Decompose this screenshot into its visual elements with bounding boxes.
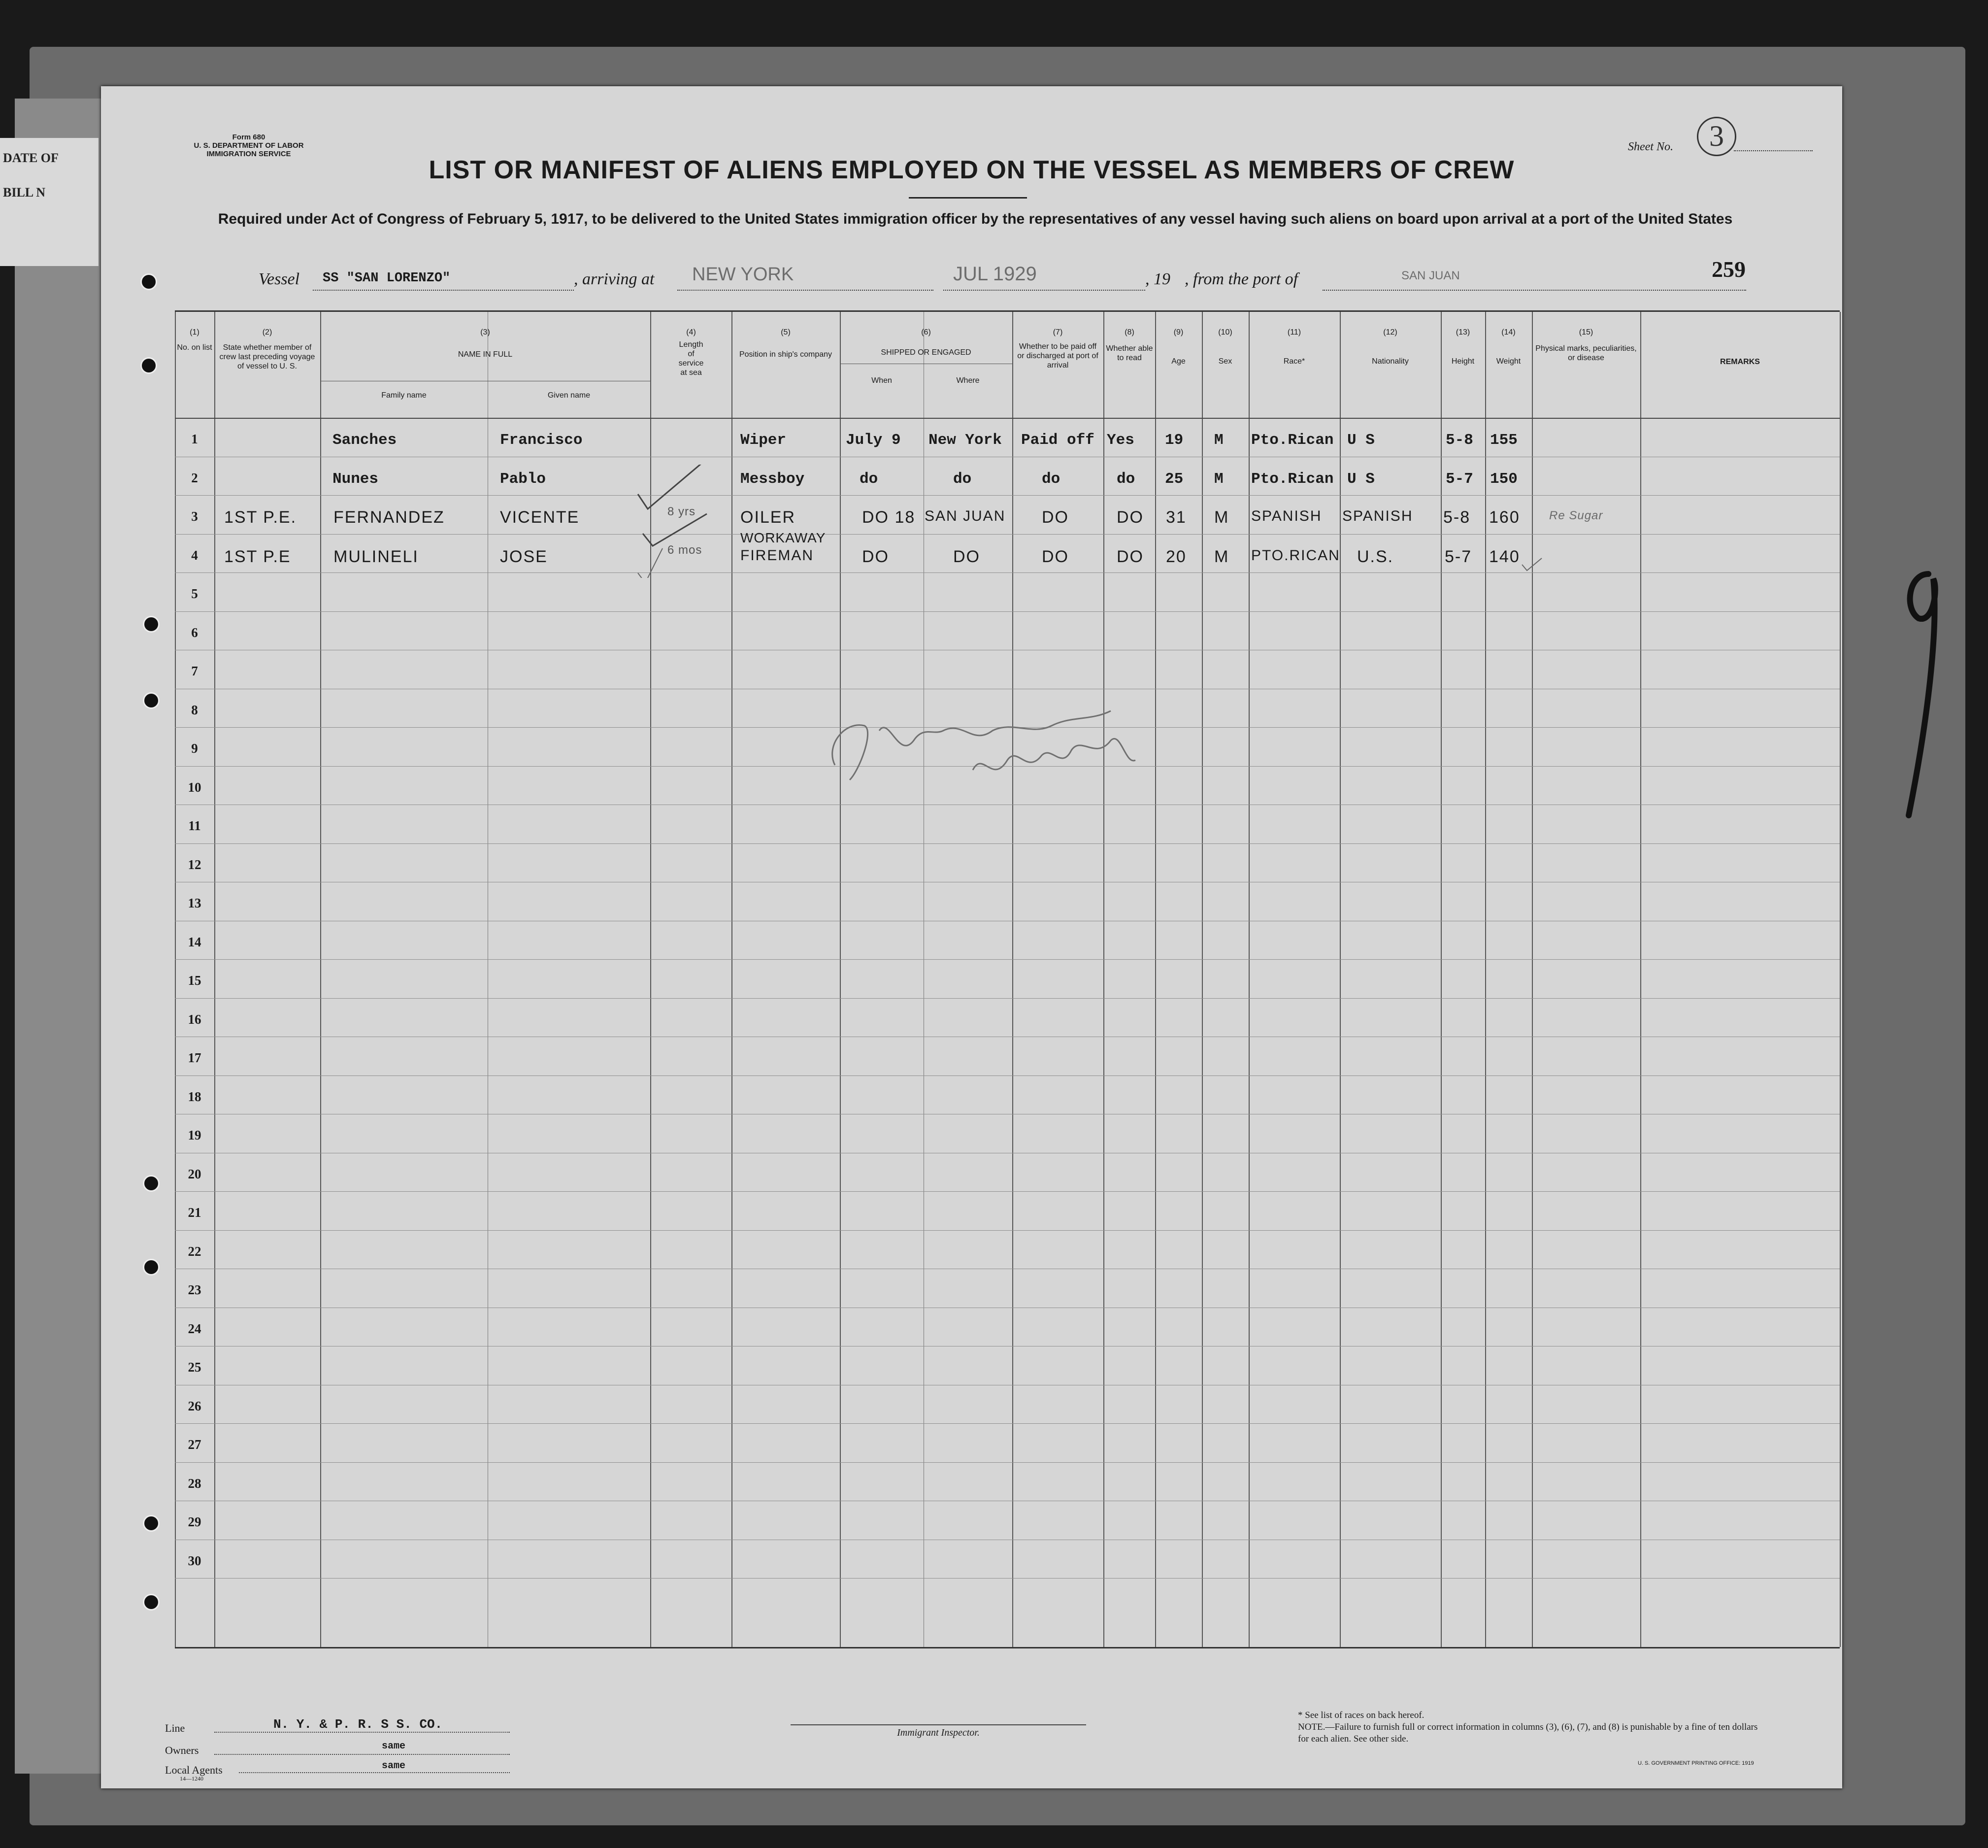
service-length-cell: 6 mos <box>667 543 702 557</box>
weight-cell: 140 <box>1489 547 1520 566</box>
shipped-where-cell: do <box>953 470 972 488</box>
race-note: * See list of races on back hereof. <box>1298 1710 1425 1720</box>
crew-table <box>175 310 1840 1648</box>
printing-office-mark: U. S. GOVERNMENT PRINTING OFFICE: 1919 <box>1638 1760 1754 1766</box>
row-number: 10 <box>188 779 201 795</box>
row-line <box>175 1230 1840 1231</box>
row-number: 13 <box>188 896 201 910</box>
position-cell: FIREMAN <box>740 547 814 564</box>
nationality-cell: U S <box>1347 470 1375 488</box>
col-7-header: (7) Whether to be paid off or discharged at port of arrival <box>1017 328 1098 370</box>
row-number: 18 <box>188 1089 201 1104</box>
punch-hole <box>140 273 157 290</box>
from-port-fill-line <box>1323 290 1746 291</box>
row-number: 25 <box>188 1360 201 1375</box>
nationality-cell: U.S. <box>1357 547 1394 566</box>
footer-notes <box>1298 1710 1766 1745</box>
race-cell: Pto.Rican <box>1251 432 1334 449</box>
line-value: N. Y. & P. R. S S. CO. <box>273 1717 443 1732</box>
paid-off-cell: do <box>1042 470 1060 488</box>
given-name-header: Given name <box>547 391 591 400</box>
row-number: 6 <box>191 625 198 640</box>
row-number: 26 <box>188 1398 201 1413</box>
sheet-number: 3 <box>1697 117 1736 156</box>
able-to-read-cell: do <box>1117 470 1135 488</box>
title-rule <box>909 197 1027 199</box>
paid-off-cell: DO <box>1042 547 1069 566</box>
col-9-header: (9) Age <box>1171 328 1186 366</box>
punch-hole <box>143 1594 160 1611</box>
age-cell: 25 <box>1165 470 1184 488</box>
row-number: 21 <box>188 1205 201 1220</box>
sex-cell: M <box>1214 470 1224 488</box>
given-name-cell: JOSE <box>500 547 548 566</box>
print-code: 14—1240 <box>180 1775 203 1782</box>
race-cell: Pto.Rican <box>1251 470 1334 488</box>
family-name-header: Family name <box>381 391 427 400</box>
service-length-cell: 8 yrs <box>667 505 696 518</box>
sheet-number-line <box>1734 150 1813 151</box>
row-number: 1 <box>191 432 198 446</box>
family-name-cell: Sanches <box>332 432 397 449</box>
vessel-label: Vessel <box>259 270 300 288</box>
shipped-where-header: Where <box>956 376 980 385</box>
punch-hole <box>143 1259 160 1276</box>
service-name: IMMIGRATION SERVICE <box>206 150 291 158</box>
row-line <box>175 959 1840 960</box>
shipped-when-header: When <box>871 376 892 385</box>
col-12-header: (12) Nationality <box>1372 328 1409 366</box>
row-number: 9 <box>191 741 198 756</box>
sex-cell: M <box>1214 432 1224 449</box>
row-number: 17 <box>188 1050 201 1065</box>
row-number: 16 <box>188 1011 201 1027</box>
paid-off-cell: Paid off <box>1021 432 1094 449</box>
page-subtitle: Required under Act of Congress of February 5, 1917, to be delivered to the United States immigration officer by the representatives of any vessel having such aliens on board upon arrival at a port of the United States <box>218 211 1733 227</box>
physical-marks-cell: Re Sugar <box>1549 509 1603 522</box>
date-stamp: JUL 1929 <box>953 263 1037 285</box>
arriving-fill-line <box>677 290 933 291</box>
height-cell: 5-7 <box>1445 547 1472 566</box>
position-cell: Messboy <box>740 470 805 488</box>
nationality-cell: SPANISH <box>1342 508 1413 524</box>
family-name-cell: FERNANDEZ <box>333 508 445 527</box>
col-6-header: (6) SHIPPED OR ENGAGED <box>881 328 971 357</box>
col-15-header: (15) Physical marks, peculiarities, or disease <box>1535 328 1637 362</box>
age-cell: 31 <box>1166 508 1187 527</box>
height-cell: 5-8 <box>1443 508 1471 527</box>
col-4-header: (4) Length of service at sea <box>678 328 704 377</box>
height-cell: 5-7 <box>1446 470 1473 488</box>
able-to-read-cell: DO <box>1117 547 1144 566</box>
family-name-cell: Nunes <box>332 470 379 488</box>
shipped-when-cell: do <box>860 470 878 488</box>
col-8-header: (8) Whether able to read <box>1106 328 1153 362</box>
paid-off-cell: DO <box>1042 508 1069 527</box>
punch-hole <box>143 616 160 633</box>
serial-number: 259 <box>1712 257 1746 282</box>
row-number: 8 <box>191 702 198 717</box>
col-11-header: (11) Race* <box>1283 328 1305 366</box>
form-number: Form 680 <box>232 133 265 141</box>
row-line <box>175 572 1840 573</box>
previous-voyage-cell: 1ST P.E. <box>224 508 297 527</box>
position-cell: Wiper <box>740 432 787 449</box>
row-number: 27 <box>188 1437 201 1452</box>
row-number: 4 <box>191 547 198 563</box>
col-2-header: (2) State whether member of crew last preceding voyage of vessel to U. S. <box>219 328 315 370</box>
age-cell: 19 <box>1165 432 1184 449</box>
weight-cell: 160 <box>1489 508 1520 527</box>
row-number: 2 <box>191 470 198 485</box>
punch-hole <box>143 1515 160 1532</box>
local-agents-value: same <box>382 1760 406 1772</box>
inspector-signature-icon <box>805 686 1190 800</box>
given-name-cell: Francisco <box>500 432 583 449</box>
year-label: , 19 <box>1145 270 1170 288</box>
owners-value: same <box>382 1741 406 1752</box>
shipped-where-cell: SAN JUAN <box>925 508 1006 524</box>
department-name: U. S. DEPARTMENT OF LABOR <box>194 141 304 150</box>
form-identifier <box>175 133 323 158</box>
position-line1-cell: WORKAWAY <box>740 530 826 545</box>
height-cell: 5-8 <box>1446 432 1473 449</box>
punch-hole <box>140 357 157 374</box>
punch-hole <box>143 1175 160 1192</box>
given-name-cell: VICENTE <box>500 508 580 527</box>
from-port: SAN JUAN <box>1401 269 1460 282</box>
row-number: 24 <box>188 1321 201 1336</box>
from-port-label: , from the port of <box>1185 270 1298 288</box>
check-mark-icon <box>1520 556 1549 575</box>
check-marks-icon <box>633 465 741 578</box>
col-3-header: (3) NAME IN FULL <box>458 328 513 359</box>
able-to-read-cell: DO <box>1117 508 1144 527</box>
col-10-header: (10) Sex <box>1218 328 1232 366</box>
row-line <box>175 1462 1840 1463</box>
local-agents-label: Local Agents <box>165 1764 223 1776</box>
sex-cell: M <box>1214 547 1229 566</box>
row-number: 3 <box>191 509 198 524</box>
row-number: 19 <box>188 1128 201 1142</box>
row-line <box>175 998 1840 999</box>
vessel-info-line <box>259 263 1835 296</box>
row-line <box>175 495 1840 496</box>
row-number: 20 <box>188 1166 201 1181</box>
row-line <box>175 1578 1840 1579</box>
weight-cell: 155 <box>1490 432 1518 449</box>
row-number: 5 <box>191 586 198 601</box>
row-number: 7 <box>191 664 198 678</box>
page-title: LIST OR MANIFEST OF ALIENS EMPLOYED ON THE VESSEL AS MEMBERS OF CREW <box>429 156 1515 184</box>
shipped-when-cell: July 9 <box>846 432 901 449</box>
col-14-header: (14) Weight <box>1496 328 1521 366</box>
row-line <box>175 843 1840 844</box>
row-number: 29 <box>188 1514 201 1529</box>
row-number: 11 <box>188 818 201 833</box>
row-number: 12 <box>188 857 201 872</box>
row-number: 14 <box>188 934 201 949</box>
vessel-fill-line <box>313 290 574 291</box>
col-1-header: (1) No. on list <box>177 328 212 352</box>
side-tab-card <box>0 138 99 266</box>
sheet-number-label: Sheet No. <box>1628 140 1673 153</box>
nationality-cell: U S <box>1347 432 1375 449</box>
punch-hole <box>143 692 160 709</box>
arriving-label: , arriving at <box>574 270 655 288</box>
previous-voyage-cell: 1ST P.E <box>224 547 291 566</box>
vessel-name: SS "SAN LORENZO" <box>323 271 451 286</box>
shipped-when-cell: DO 18 <box>862 508 916 527</box>
manifest-page <box>101 86 1842 1788</box>
shipped-where-cell: DO <box>953 547 980 566</box>
row-number: 28 <box>188 1476 201 1491</box>
date-fill-line <box>943 290 1145 291</box>
given-name-cell: Pablo <box>500 470 546 488</box>
row-number: 22 <box>188 1243 201 1259</box>
position-cell: OILER <box>740 508 796 527</box>
col-5-header: (5) Position in ship's company <box>739 328 832 359</box>
row-line <box>175 1191 1840 1192</box>
immigrant-inspector-label: Immigrant Inspector. <box>791 1724 1086 1739</box>
sex-cell: M <box>1214 508 1229 527</box>
remarks-header: REMARKS <box>1720 358 1760 366</box>
line-label: Line <box>165 1722 185 1734</box>
penalty-note: NOTE.—Failure to furnish full or correct information in columns (3), (6), (7), and (8) is punishable by a fine of ten dollars for each alien. See other side. <box>1298 1722 1758 1744</box>
owners-label: Owners <box>165 1744 199 1756</box>
handwritten-marking-icon <box>1899 569 1943 825</box>
able-to-read-cell: Yes <box>1107 432 1134 449</box>
shipped-where-cell: New York <box>928 432 1002 449</box>
shipped-when-cell: DO <box>862 547 889 566</box>
race-cell: SPANISH <box>1251 508 1322 524</box>
side-tab-line2: BILL N <box>3 185 45 200</box>
arriving-port: NEW YORK <box>692 264 794 285</box>
row-line <box>175 534 1840 535</box>
row-number: 30 <box>188 1553 201 1568</box>
age-cell: 20 <box>1166 547 1187 566</box>
row-line <box>175 1423 1840 1424</box>
row-number: 15 <box>188 973 201 988</box>
row-number: 23 <box>188 1282 201 1297</box>
row-line <box>175 1075 1840 1076</box>
weight-cell: 150 <box>1490 470 1518 488</box>
col-13-header: (13) Height <box>1451 328 1475 366</box>
row-line <box>175 611 1840 612</box>
side-tab-line1: DATE OF <box>3 151 59 165</box>
race-cell: PTO.RICAN <box>1251 547 1340 564</box>
family-name-cell: MULINELI <box>333 547 419 566</box>
